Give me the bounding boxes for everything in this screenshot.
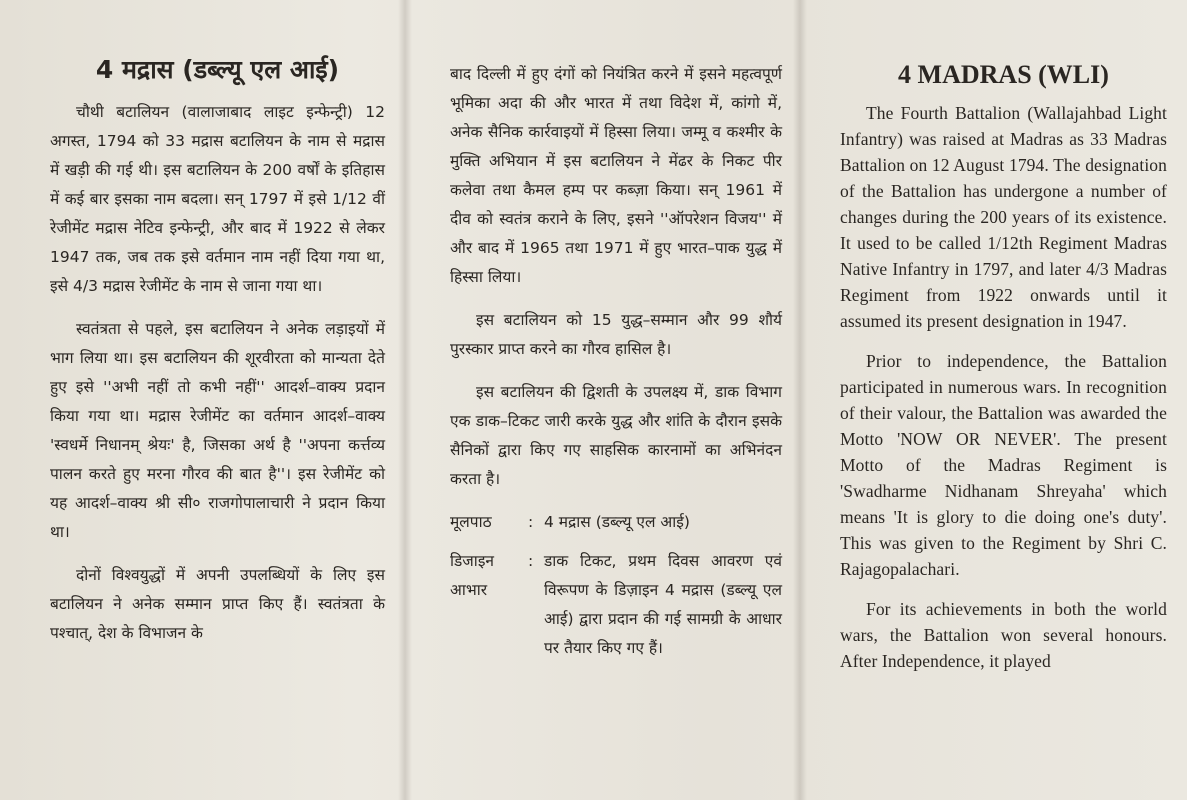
credit-value-design: डाक टिकट, प्रथम दिवस आवरण एवं विरूपण के डिज़ाइन 4 मद्रास (डब्ल्यू एल आई) द्वारा प्रदान की गई सामग्री के आधार पर तैयार किए गए हैं। (544, 552, 782, 657)
credit-label-design: डिजाइन आभार (450, 552, 495, 599)
credit-separator: : (528, 513, 534, 531)
hindi-paragraph-2: स्वतंत्रता से पहले, इस बटालियन ने अनेक लड़ाइयों में भाग लिया था। इस बटालियन की शूरवीरता को मान्यता देते हुए इसे ''अभी नहीं तो कभी नहीं'' आदर्श–वाक्य प्रदान किया गया था। मद्रास रेजीमेंट का वर्तमान आदर्श–वाक्य 'स्वधर्मे निधानम् श्रेयः' है, जिसका अर्थ है ''अपना कर्त्तव्य पालन करते हुए मरना गौरव की बात है''। इस रेजीमेंट को यह आदर्श–वाक्य श्री सी० राजगोपालाचारी ने प्रदान किया था। (50, 320, 385, 541)
hindi-paragraph-5: इस बटालियन को 15 युद्ध–सम्मान और 99 शौर्य पुरस्कार प्राप्त करने का गौरव हासिल है। (450, 311, 782, 358)
hindi-paragraph-1: चौथी बटालियन (वालाजाबाद लाइट इन्फेन्ट्री) 12 अगस्त, 1794 को 33 मद्रास बटालियन के नाम से मद्रास में खड़ी की गई थी। इस बटालियन के 200 वर्षों के इतिहास में कई बार इसका नाम बदला। सन् 1797 में इसे 1/12 वीं रेजीमेंट मद्रास नेटिव इन्फेन्ट्री, और बाद में 1922 से लेकर 1947 तक, जब तक इसे वर्तमान नाम नहीं दिया गया था, इसे 4/3 मद्रास रेजीमेंट के नाम से जाना गया था। (50, 103, 385, 295)
hindi-title: 4 मद्रास (डब्ल्यू एल आई) (95, 55, 340, 84)
credit-row-design (450, 547, 782, 663)
hindi-middle-panel (405, 0, 800, 800)
credit-row-text (450, 508, 782, 537)
hindi-paragraph-6: इस बटालियन की द्विशती के उपलक्ष्य में, डाक विभाग एक डाक–टिकट जारी करके युद्ध और शांति के दौरान इसके सैनिकों द्वारा किए गए साहसिक कारनामों का अभिनंदन करता है। (450, 383, 782, 488)
credit-separator: : (528, 552, 534, 570)
hindi-paragraph-4: बाद दिल्ली में हुए दंगों को नियंत्रित करने में इसने महत्वपूर्ण भूमिका अदा की और भारत में तथा विदेश में, कांगो में, अनेक सैनिक कार्रवाइयों में हिस्सा लिया। जम्मू व कश्मीर के मुक्ति अभियान में इस बटालियन ने मेंढर के निकट पीर कलेवा तथा कैमल हम्प पर कब्ज़ा किया। सन् 1961 में दीव को स्वतंत्र कराने के लिए, इसने ''ऑपरेशन विजय'' में और बाद में 1965 तथा 1971 में हुए भारत–पाक युद्ध में हिस्सा लिया। (450, 65, 782, 286)
english-paragraph-3: For its achievements in both the world wars, the Battalion won several honours. After Independence, it played (840, 599, 1167, 671)
english-paragraph-1: The Fourth Battalion (Wallajahbad Light Infantry) was raised at Madras as 33 Madras Battalion on 12 August 1794. The designation of the Battalion has undergone a number of changes during the 200 years of its existence. It used to be called 1/12th Regiment Madras Native Infantry in 1797, and later 4/3 Madras Regiment from 1922 onwards until it assumed its present designation in 1947. (840, 103, 1167, 331)
hindi-left-panel (0, 0, 405, 800)
english-panel (800, 0, 1187, 800)
english-paragraph-2: Prior to independence, the Battalion participated in numerous wars. In recognition of their valour, the Battalion was awarded the Motto 'NOW OR NEVER'. The present Motto of the Madras Regiment is 'Swadharme Nidhanam Shreyaha' which means 'It is glory to die doing one's duty'. This was given to the Regiment by Shri C. Rajagopalachari. (840, 351, 1167, 579)
credit-label-text: मूलपाठ (450, 513, 492, 531)
english-title: 4 MADRAS (WLI) (898, 60, 1109, 89)
hindi-paragraph-3: दोनों विश्वयुद्धों में अपनी उपलब्धियों के लिए इस बटालियन ने अनेक सम्मान प्राप्त किए हैं। स्वतंत्रता के पश्चात्, देश के विभाजन के (50, 566, 385, 642)
credit-value-text: 4 मद्रास (डब्ल्यू एल आई) (544, 513, 690, 531)
credits-block (450, 508, 782, 663)
